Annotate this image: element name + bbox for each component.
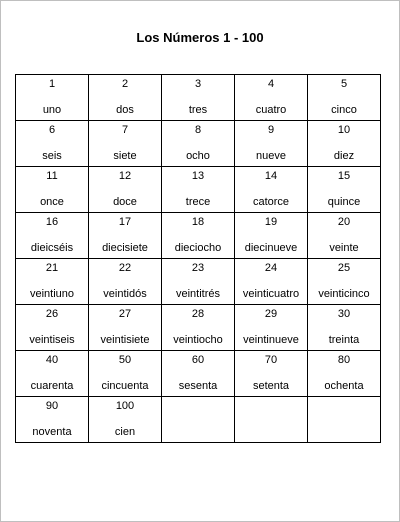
table-row <box>16 259 381 305</box>
cell-word: veinticinco <box>318 288 370 300</box>
cell-number: 7 <box>121 124 129 136</box>
cell-number: 27 <box>118 308 132 320</box>
cell-number: 17 <box>118 216 132 228</box>
cell-word: noventa <box>32 426 72 438</box>
table-cell <box>16 167 89 213</box>
cell-number: 20 <box>337 216 351 228</box>
cell-word: veintiseis <box>29 334 75 346</box>
cell-word: catorce <box>252 196 290 208</box>
table-cell <box>89 121 162 167</box>
cell-word: seis <box>42 150 62 162</box>
cell-number: 80 <box>337 354 351 366</box>
cell-number: 19 <box>264 216 278 228</box>
table-cell <box>89 259 162 305</box>
cell-word: veinticuatro <box>242 288 300 300</box>
table-cell <box>308 305 381 351</box>
cell-number: 90 <box>45 400 59 412</box>
table-cell <box>235 305 308 351</box>
cell-number: 40 <box>45 354 59 366</box>
table-cell <box>89 305 162 351</box>
cell-number: 60 <box>191 354 205 366</box>
cell-number: 18 <box>191 216 205 228</box>
table-row <box>16 351 381 397</box>
cell-number: 9 <box>267 124 275 136</box>
table-cell <box>16 259 89 305</box>
table-cell <box>235 397 308 443</box>
cell-word: cuarenta <box>30 380 74 392</box>
cell-word: veinte <box>329 242 359 254</box>
page-title: Los Números 1 - 100 <box>136 30 264 45</box>
table-cell <box>89 351 162 397</box>
table-cell <box>89 213 162 259</box>
table-row <box>16 75 381 121</box>
table-cell <box>308 351 381 397</box>
table-cell <box>89 397 162 443</box>
cell-word: once <box>40 196 64 208</box>
table-cell <box>16 121 89 167</box>
table-cell <box>162 397 235 443</box>
cell-number: 6 <box>48 124 56 136</box>
cell-word: nueve <box>256 150 286 162</box>
table-cell <box>16 75 89 121</box>
cell-number: 15 <box>337 170 351 182</box>
cell-word: veintiocho <box>173 334 223 346</box>
cell-number: 2 <box>121 78 129 90</box>
table-cell <box>162 121 235 167</box>
table-cell <box>162 351 235 397</box>
cell-number: 1 <box>48 78 56 90</box>
cell-number: 50 <box>118 354 132 366</box>
cell-word: dos <box>116 104 134 116</box>
cell-word: diez <box>333 150 355 162</box>
cell-number: 3 <box>194 78 202 90</box>
cell-number: 30 <box>337 308 351 320</box>
table-cell <box>235 75 308 121</box>
cell-number: 16 <box>45 216 59 228</box>
table-row <box>16 121 381 167</box>
cell-number: 13 <box>191 170 205 182</box>
table-cell <box>162 75 235 121</box>
table-cell <box>162 167 235 213</box>
cell-word: cincuenta <box>101 380 149 392</box>
cell-word: veintisiete <box>100 334 150 346</box>
cell-word: ocho <box>186 150 210 162</box>
table-cell <box>16 213 89 259</box>
cell-number: 25 <box>337 262 351 274</box>
table-cell <box>235 167 308 213</box>
table-cell <box>235 351 308 397</box>
table-cell <box>308 167 381 213</box>
cell-word: veintidós <box>103 288 147 300</box>
table-cell <box>235 121 308 167</box>
table-cell <box>308 397 381 443</box>
cell-number: 10 <box>337 124 351 136</box>
numbers-table-body <box>16 75 381 443</box>
table-cell <box>162 259 235 305</box>
numbers-table <box>15 74 381 443</box>
table-cell <box>235 213 308 259</box>
table-cell <box>308 259 381 305</box>
cell-number: 4 <box>267 78 275 90</box>
cell-word: sesenta <box>178 380 218 392</box>
cell-word: ochenta <box>324 380 364 392</box>
table-cell <box>16 397 89 443</box>
cell-word: veintitrés <box>175 288 221 300</box>
table-row <box>16 305 381 351</box>
cell-word: veintiuno <box>29 288 75 300</box>
cell-number: 11 <box>46 170 58 182</box>
cell-number: 12 <box>118 170 132 182</box>
cell-word: doce <box>113 196 137 208</box>
cell-word: veintinueve <box>243 334 299 346</box>
table-cell <box>89 75 162 121</box>
cell-number: 14 <box>264 170 278 182</box>
table-cell <box>308 75 381 121</box>
cell-number: 100 <box>115 400 135 412</box>
table-row <box>16 167 381 213</box>
cell-number: 21 <box>45 262 59 274</box>
table-row <box>16 397 381 443</box>
table-cell <box>308 121 381 167</box>
table-row <box>16 213 381 259</box>
cell-word: dieicséis <box>30 242 74 254</box>
cell-word: cien <box>114 426 136 438</box>
table-cell <box>89 167 162 213</box>
cell-word: diecisiete <box>102 242 148 254</box>
table-cell <box>162 213 235 259</box>
cell-word: cinco <box>331 104 357 116</box>
cell-number: 29 <box>264 308 278 320</box>
table-cell <box>16 351 89 397</box>
cell-word: tres <box>188 104 208 116</box>
cell-word: cuatro <box>255 104 287 116</box>
cell-number: 23 <box>191 262 205 274</box>
table-cell <box>162 305 235 351</box>
cell-number: 26 <box>45 308 59 320</box>
table-cell <box>16 305 89 351</box>
cell-word: setenta <box>252 380 290 392</box>
cell-number: 5 <box>340 78 348 90</box>
cell-number: 22 <box>118 262 132 274</box>
cell-number: 8 <box>194 124 202 136</box>
cell-word: treinta <box>328 334 360 346</box>
cell-word: quince <box>327 196 361 208</box>
cell-word: dieciocho <box>174 242 222 254</box>
table-cell <box>308 213 381 259</box>
cell-number: 24 <box>264 262 278 274</box>
cell-word: uno <box>42 104 62 116</box>
cell-word: siete <box>113 150 137 162</box>
cell-number: 28 <box>191 308 205 320</box>
table-cell <box>235 259 308 305</box>
cell-word: diecinueve <box>244 242 298 254</box>
cell-word: trece <box>185 196 211 208</box>
cell-number: 70 <box>264 354 278 366</box>
